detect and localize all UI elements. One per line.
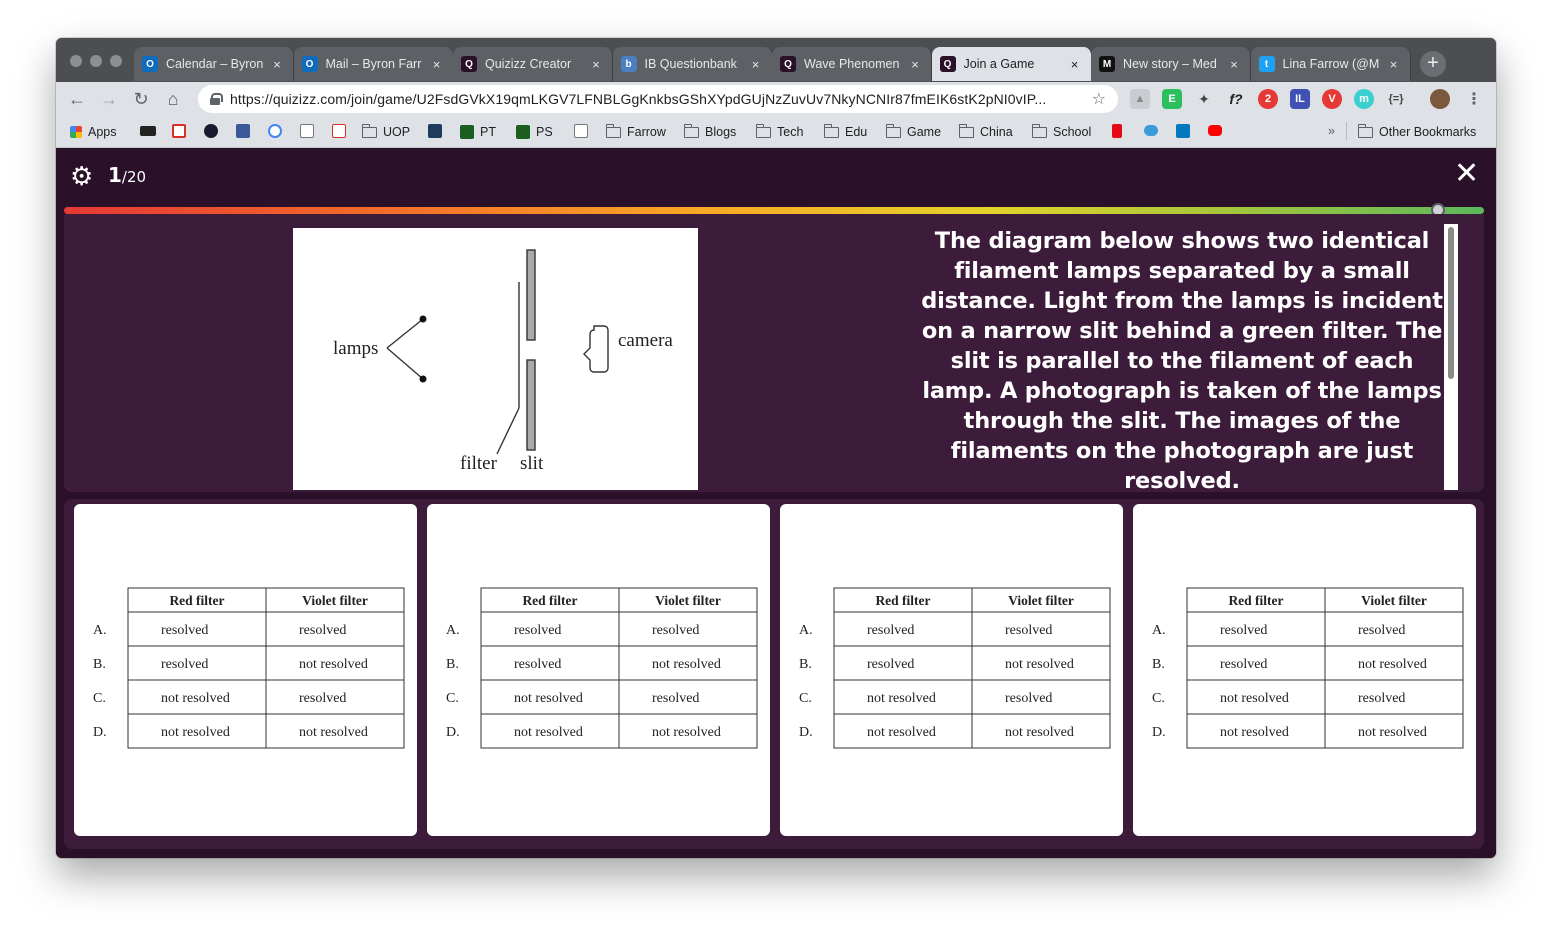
bookmark-farrow[interactable] xyxy=(606,124,666,140)
extension-m-icon[interactable]: m xyxy=(1354,89,1374,109)
violet-filter-cell: resolved xyxy=(299,691,347,706)
extension-badge-icon[interactable]: 2 xyxy=(1258,89,1278,109)
bookmark-label: Blogs xyxy=(705,125,737,139)
table-header: Violet filter xyxy=(655,593,721,608)
option-letter: D. xyxy=(1152,725,1166,740)
table-header: Violet filter xyxy=(302,593,368,608)
cloud-icon[interactable] xyxy=(1144,125,1158,136)
bookmark-label: Edu xyxy=(845,125,868,139)
bookmark-edu[interactable] xyxy=(824,124,867,140)
current-question-number: 1 xyxy=(108,163,122,187)
formula-icon[interactable]: f? xyxy=(1226,89,1246,109)
answer-card-3[interactable] xyxy=(780,504,1123,836)
quizizz-icon: Q xyxy=(461,56,477,72)
folder-icon xyxy=(1032,127,1047,138)
tab-7[interactable] xyxy=(1091,47,1251,81)
extension-ghost-icon[interactable]: ▲ xyxy=(1130,89,1150,109)
folder-icon xyxy=(362,127,377,138)
violet-filter-cell: not resolved xyxy=(299,657,368,672)
tab-title: Mail – Byron Farr xyxy=(325,57,422,71)
folder-icon xyxy=(606,127,621,138)
timer-progress-bar xyxy=(64,207,1484,214)
option-letter: B. xyxy=(799,657,812,672)
violet-filter-cell: resolved xyxy=(1005,623,1053,638)
more-bookmarks-icon[interactable]: » xyxy=(1328,124,1335,138)
answer-table xyxy=(1133,504,1476,836)
answer-table xyxy=(427,504,770,836)
violet-filter-cell: not resolved xyxy=(1358,657,1427,672)
violet-filter-cell: resolved xyxy=(1358,691,1406,706)
red-filter-cell: resolved xyxy=(867,657,915,672)
lamp-pointer-line-bottom xyxy=(387,348,423,379)
violet-filter-cell: not resolved xyxy=(1358,725,1427,740)
diagram-slit-label: slit xyxy=(520,453,544,474)
bookmarks-bar xyxy=(56,116,1496,148)
ib-icon: b xyxy=(621,56,637,72)
question-text: The diagram below shows two identical filament lamps separated by a small distance. Light from the lamps is incident on a narrow slit behind a green filter. The slit is parallel to the filament of each lamp. A photograph is taken of the lamps through the slit. The images of the filaments on the photograph are just resolved. xyxy=(921,228,1443,494)
option-letter: D. xyxy=(799,725,813,740)
folder-icon xyxy=(1358,127,1373,138)
bookmarks-divider xyxy=(1346,122,1347,140)
folder-icon xyxy=(959,127,974,138)
tab-title: Lina Farrow (@M xyxy=(1282,57,1380,71)
browser-toolbar xyxy=(56,82,1496,116)
ps-icon xyxy=(516,125,530,139)
table-header: Red filter xyxy=(1228,593,1284,608)
tab-title: New story – Med xyxy=(1123,57,1217,71)
question-scrollbar-thumb[interactable] xyxy=(1448,227,1454,379)
twitter-icon: t xyxy=(1259,56,1275,72)
outlook-icon: O xyxy=(302,56,318,72)
page-icon[interactable] xyxy=(574,124,588,138)
filter-pointer-line xyxy=(497,408,519,454)
violet-filter-cell: resolved xyxy=(299,623,347,638)
tab-close-icon[interactable]: × xyxy=(1230,56,1238,72)
bookmark-label: UOP xyxy=(383,125,411,139)
tab-title: Join a Game xyxy=(963,57,1035,71)
bookmark-pt[interactable] xyxy=(460,124,496,140)
bookmark-label: PS xyxy=(536,125,553,139)
home-icon[interactable]: ⌂ xyxy=(167,89,179,109)
diagram-filter-label: filter xyxy=(460,453,497,474)
red-filter-cell: not resolved xyxy=(1220,691,1289,706)
profile-avatar[interactable] xyxy=(1430,89,1450,109)
camera-shape xyxy=(584,326,608,372)
table-header: Violet filter xyxy=(1361,593,1427,608)
answer-table xyxy=(74,504,417,836)
violet-filter-cell: not resolved xyxy=(1005,725,1074,740)
table-header: Red filter xyxy=(522,593,578,608)
bookmark-app-icon[interactable] xyxy=(428,124,442,138)
quizizz-icon: Q xyxy=(780,56,796,72)
netflix-icon[interactable] xyxy=(1112,124,1122,138)
bookmark-ps[interactable] xyxy=(516,124,553,140)
table-header: Red filter xyxy=(169,593,225,608)
apps-grid-icon xyxy=(70,126,82,138)
eyedropper-icon[interactable]: ✦ xyxy=(1194,89,1214,109)
question-panel xyxy=(64,214,1484,492)
red-filter-cell: not resolved xyxy=(514,725,583,740)
folder-icon xyxy=(684,127,699,138)
close-window-button[interactable] xyxy=(70,55,82,67)
tab-close-icon[interactable]: × xyxy=(1389,56,1398,72)
menu-dots-icon[interactable]: ⋮ xyxy=(1466,91,1482,108)
bookmark-label: Farrow xyxy=(627,125,666,139)
mail-icon[interactable] xyxy=(332,124,346,138)
extension-it-icon[interactable]: IL xyxy=(1290,89,1310,109)
tab-6[interactable] xyxy=(932,47,1092,81)
folder-icon xyxy=(886,127,901,138)
table-header: Violet filter xyxy=(1008,593,1074,608)
diagram-camera-label: camera xyxy=(618,330,673,351)
violet-filter-cell: resolved xyxy=(652,691,700,706)
total-questions: 20 xyxy=(126,168,147,186)
option-letter: A. xyxy=(93,623,107,638)
question-counter xyxy=(108,163,146,187)
red-filter-cell: not resolved xyxy=(867,691,936,706)
maximize-window-button[interactable] xyxy=(110,55,122,67)
bookmark-school[interactable] xyxy=(1032,124,1091,140)
new-tab-button[interactable]: + xyxy=(1420,51,1446,77)
medium-icon: M xyxy=(1099,56,1115,72)
tab-5[interactable] xyxy=(772,47,932,81)
red-filter-cell: resolved xyxy=(867,623,915,638)
answer-card-2[interactable] xyxy=(427,504,770,836)
option-letter: A. xyxy=(446,623,460,638)
close-icon[interactable]: ✕ xyxy=(1454,157,1480,190)
slit-barrier-top xyxy=(527,250,535,340)
option-letter: D. xyxy=(93,725,107,740)
tab-strip xyxy=(56,38,1496,82)
forward-arrow-icon[interactable]: → xyxy=(100,89,118,109)
browser-window xyxy=(56,38,1496,858)
url-text[interactable]: https://quizizz.com/join/game/U2FsdGVkX19qmLKGV7LFNBLGgKnkbsGShXYpdGUjNzZuvUv7NkyNCNIr87fmEIK6stK2pNI0vIP... xyxy=(230,91,1047,107)
tab-close-icon[interactable]: × xyxy=(751,56,760,72)
tab-close-icon[interactable]: × xyxy=(273,56,281,72)
tab-3[interactable] xyxy=(453,47,613,81)
folder-icon xyxy=(756,127,771,138)
vivaldi-icon[interactable]: V xyxy=(1322,89,1342,109)
pt-icon xyxy=(460,125,474,139)
bbc-icon[interactable] xyxy=(140,126,156,136)
quiz-app xyxy=(56,149,1496,858)
evernote-icon[interactable]: E xyxy=(1162,89,1182,109)
violet-filter-cell: not resolved xyxy=(1005,657,1074,672)
bookmark-label: Apps xyxy=(88,125,117,139)
violet-filter-cell: not resolved xyxy=(652,657,721,672)
tab-title: Wave Phenomen xyxy=(804,57,900,71)
option-letter: C. xyxy=(1152,691,1165,706)
address-bar[interactable] xyxy=(198,85,1118,113)
option-letter: B. xyxy=(446,657,459,672)
tab-4[interactable] xyxy=(613,47,773,81)
option-letter: A. xyxy=(1152,623,1166,638)
red-filter-cell: resolved xyxy=(514,657,562,672)
lamp-pointer-line-top xyxy=(387,319,423,348)
lamp-dot-bottom xyxy=(420,376,427,383)
diagram-svg xyxy=(293,228,698,490)
minimize-window-button[interactable] xyxy=(90,55,102,67)
diagram-lamps-label: lamps xyxy=(333,338,379,359)
tab-8[interactable] xyxy=(1251,47,1411,81)
tab-close-icon[interactable]: × xyxy=(911,56,919,72)
violet-filter-cell: not resolved xyxy=(652,725,721,740)
red-filter-cell: not resolved xyxy=(161,725,230,740)
red-filter-cell: resolved xyxy=(161,657,209,672)
quizizz-icon: Q xyxy=(940,56,956,72)
tab-title: Quizizz Creator xyxy=(485,57,572,71)
table-header: Red filter xyxy=(875,593,931,608)
youtube-icon[interactable] xyxy=(1208,125,1222,136)
tab-close-icon[interactable]: × xyxy=(432,56,441,72)
bookmark-label: PT xyxy=(480,125,496,139)
red-filter-cell: resolved xyxy=(1220,623,1268,638)
bookmark-game[interactable] xyxy=(886,124,941,140)
bookmark-china[interactable] xyxy=(959,124,1013,140)
bookmark-label: Tech xyxy=(777,125,804,139)
red-filter-cell: not resolved xyxy=(514,691,583,706)
trello-icon[interactable] xyxy=(1176,124,1190,138)
bookmark-star-icon[interactable]: ☆ xyxy=(1091,91,1106,108)
red-filter-cell: not resolved xyxy=(867,725,936,740)
reload-icon[interactable]: ↻ xyxy=(133,89,149,109)
json-icon[interactable]: {=} xyxy=(1386,89,1406,109)
violet-filter-cell: resolved xyxy=(1005,691,1053,706)
red-filter-cell: resolved xyxy=(514,623,562,638)
bookmark-label: School xyxy=(1053,125,1092,139)
option-letter: C. xyxy=(799,691,812,706)
bookmark-blogs[interactable] xyxy=(684,124,736,140)
tab-close-icon[interactable]: × xyxy=(1070,56,1079,72)
tab-title: IB Questionbank xyxy=(644,57,737,71)
option-letter: B. xyxy=(93,657,106,672)
folder-icon xyxy=(824,127,839,138)
bookmark-label: Other Bookmarks xyxy=(1379,125,1477,139)
gmail-icon[interactable] xyxy=(172,124,186,138)
facebook-icon[interactable] xyxy=(236,124,250,138)
bookmark-g-icon[interactable] xyxy=(204,124,218,138)
bookmark-label: Game xyxy=(907,125,942,139)
option-letter: C. xyxy=(93,691,106,706)
violet-filter-cell: not resolved xyxy=(299,725,368,740)
settings-gear-icon[interactable]: ⚙ xyxy=(70,161,94,191)
back-arrow-icon[interactable]: ← xyxy=(68,89,86,109)
bookmark-tech[interactable] xyxy=(756,124,803,140)
red-filter-cell: not resolved xyxy=(1220,725,1289,740)
slit-barrier-bottom xyxy=(527,360,535,450)
lock-icon xyxy=(210,93,220,105)
red-filter-cell: resolved xyxy=(161,623,209,638)
option-letter: B. xyxy=(1152,657,1165,672)
google-icon[interactable] xyxy=(268,124,282,138)
answer-card-4[interactable] xyxy=(1133,504,1476,836)
bookmark-label: China xyxy=(980,125,1013,139)
answer-table xyxy=(780,504,1123,836)
outlook-icon: O xyxy=(142,56,158,72)
option-letter: A. xyxy=(799,623,813,638)
bookmark-other[interactable] xyxy=(1358,124,1476,140)
red-filter-cell: not resolved xyxy=(161,691,230,706)
tab-close-icon[interactable]: × xyxy=(592,56,600,72)
question-diagram xyxy=(293,228,698,490)
option-letter: C. xyxy=(446,691,459,706)
lamp-dot-top xyxy=(420,316,427,323)
bookmark-apps[interactable] xyxy=(70,124,117,140)
tab-title: Calendar – Byron xyxy=(166,57,264,71)
answer-card-1[interactable] xyxy=(74,504,417,836)
answer-options xyxy=(64,499,1484,849)
option-letter: D. xyxy=(446,725,460,740)
bookmark-uop[interactable] xyxy=(362,124,410,140)
violet-filter-cell: resolved xyxy=(652,623,700,638)
tab-1[interactable] xyxy=(134,47,294,81)
red-filter-cell: resolved xyxy=(1220,657,1268,672)
question-scrollbar[interactable] xyxy=(1444,224,1458,490)
violet-filter-cell: resolved xyxy=(1358,623,1406,638)
counter-separator: / xyxy=(121,168,127,186)
page-icon[interactable] xyxy=(300,124,314,138)
tab-2[interactable] xyxy=(294,47,454,81)
